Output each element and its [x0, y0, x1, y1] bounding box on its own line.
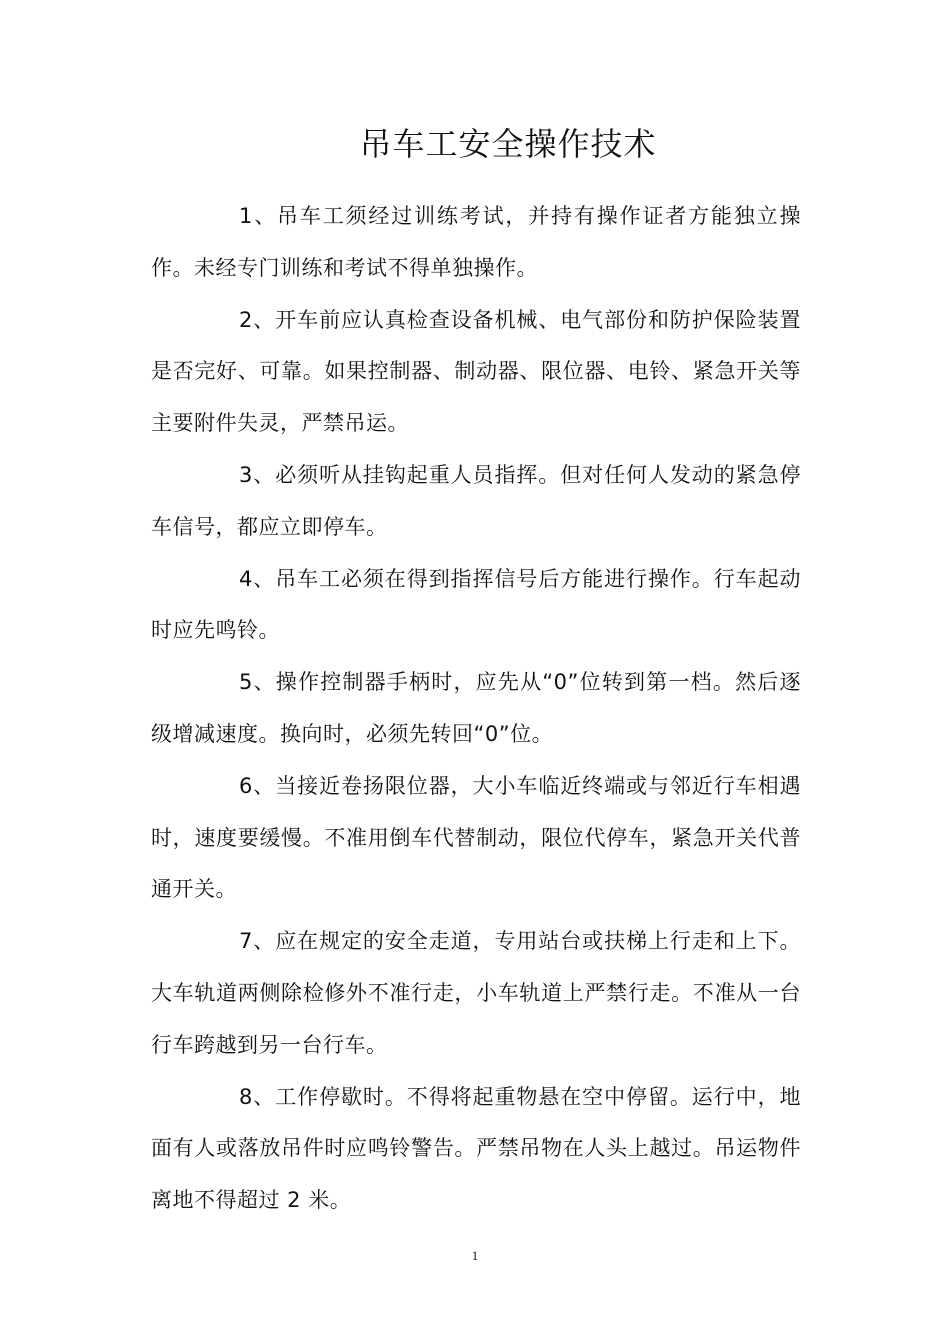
paragraph-4: 4、吊车工必须在得到指挥信号后方能进行操作。行车起动时应先鸣铃。 [151, 566, 801, 643]
paragraph-7: 7、应在规定的安全走道，专用站台或扶梯上行走和上下。大车轨道两侧除检修外不准行走，小车轨道上严禁行走。不准从一台行车跨越到另一台行车。 [151, 929, 801, 1057]
paragraph-1: 1、吊车工须经过训练考试，并持有操作证者方能独立操作。未经专门训练和考试不得单独操作。 [151, 204, 801, 280]
paragraph-3: 3、必须听从挂钩起重人员指挥。但对任何人发动的紧急停车信号，都应立即停车。 [151, 462, 801, 539]
document-body [151, 191, 801, 1227]
paragraph-5: 5、操作控制器手柄时，应先从“0”位转到第一档。然后逐级增减速度。换向时，必须先转回“0”位。 [151, 670, 801, 746]
paragraph-6: 6、当接近卷扬限位器，大小车临近终端或与邻近行车相遇时，速度要缓慢。不准用倒车代替制动，限位代停车，紧急开关代普通开关。 [151, 773, 801, 902]
document-title: 吊车工安全操作技术 [359, 125, 657, 163]
page-number: 1 [471, 1248, 479, 1263]
paragraph-2: 2、开车前应认真检查设备机械、电气部份和防护保险装置是否完好、可靠。如果控制器、制动器、限位器、电铃、紧急开关等主要附件失灵，严禁吊运。 [151, 307, 801, 436]
paragraph-8: 8、工作停歇时。不得将起重物悬在空中停留。运行中，地面有人或落放吊件时应鸣铃警告。严禁吊物在人头上越过。吊运物件离地不得超过 2 米。 [151, 1084, 801, 1213]
